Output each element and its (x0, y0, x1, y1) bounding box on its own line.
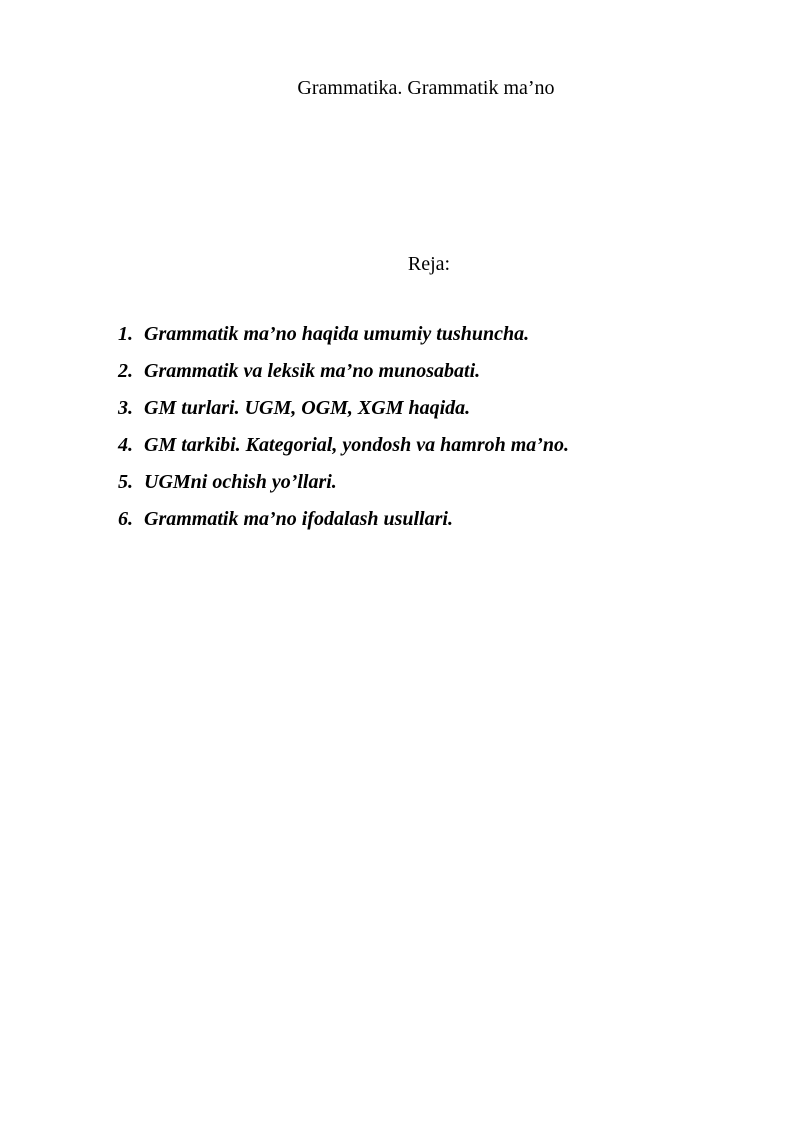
plan-list (118, 322, 569, 544)
plan-item-number: 3. (118, 397, 133, 419)
document-title: Grammatika. Grammatik ma’no (297, 77, 555, 99)
plan-item-text: GM tarkibi. Kategorial, yondosh va hamroh ma’no. (144, 434, 570, 456)
plan-heading: Reja: (407, 253, 451, 275)
plan-item-number: 1. (118, 323, 133, 345)
plan-item-text: Grammatik ma’no ifodalash usullari. (144, 508, 453, 530)
plan-item (118, 396, 569, 433)
plan-item-text: Grammatik ma’no haqida umumiy tushuncha. (144, 323, 530, 345)
plan-item-number: 2. (118, 360, 133, 382)
plan-item-text: UGMni ochish yo’llari. (144, 471, 337, 493)
plan-item-text: Grammatik va leksik ma’no munosabati. (144, 360, 481, 382)
plan-item (118, 322, 569, 359)
plan-item-text: GM turlari. UGM, OGM, XGM haqida. (144, 397, 471, 419)
plan-item-number: 4. (118, 434, 133, 456)
plan-item-number: 6. (118, 508, 133, 530)
plan-item (118, 359, 569, 396)
plan-item-number: 5. (118, 471, 133, 493)
plan-item (118, 470, 569, 507)
plan-item (118, 433, 569, 470)
plan-item (118, 507, 569, 544)
